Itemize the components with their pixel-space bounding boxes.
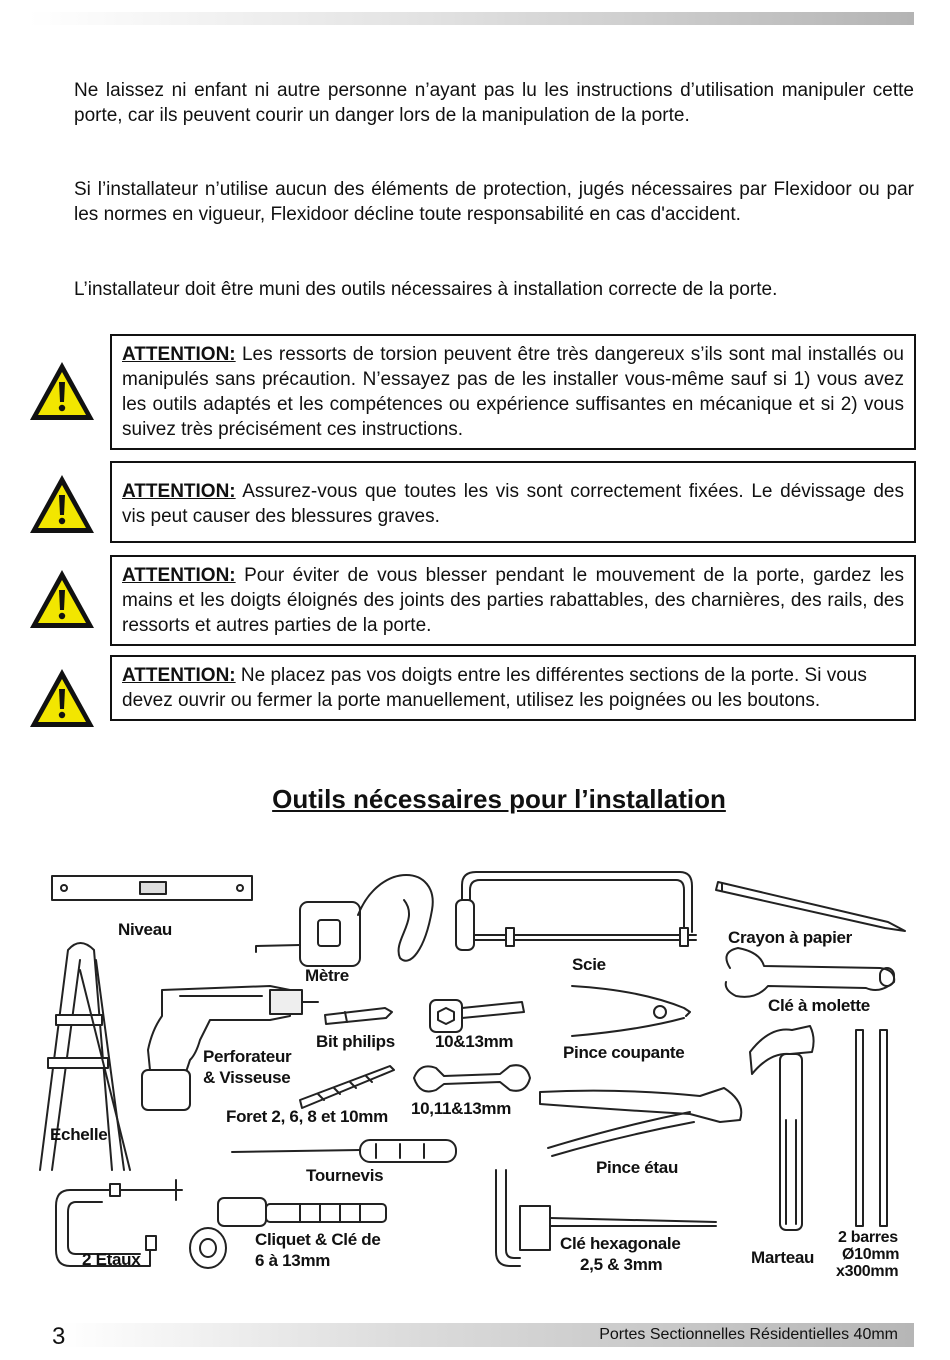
tool-label-cliquet-1: Cliquet & Clé de — [255, 1230, 381, 1249]
warning-triangle-icon — [28, 568, 96, 630]
tool-label-cliquet-2: 6 à 13mm — [255, 1251, 331, 1270]
warning-triangle-icon — [28, 473, 96, 535]
tool-label-barres-1: 2 barres — [838, 1229, 898, 1246]
tool-label-niveau: Niveau — [118, 920, 172, 939]
level-icon — [52, 876, 252, 900]
warning-box-1 — [110, 334, 916, 450]
tool-label-metre: Mètre — [305, 966, 349, 985]
drill-bit-icon — [300, 1066, 394, 1108]
hammer-icon — [750, 1026, 814, 1230]
tool-label-visseuse: & Visseuse — [203, 1068, 291, 1087]
warning-triangle-icon — [28, 360, 96, 422]
tool-label-bit: Bit philips — [316, 1032, 395, 1051]
page-number: 3 — [52, 1323, 66, 1350]
intro-paragraph-2: Si l’installateur n’utilise aucun des éléments de protection, jugés nécessaires par Flexidoor ou par les normes en vigueur, Flexidoor décline toute responsabilité en cas d'accident. — [74, 179, 914, 225]
screwdriver-bit-icon — [325, 1008, 392, 1024]
cutting-pliers-icon — [572, 986, 690, 1036]
hacksaw-icon — [456, 872, 696, 950]
tool-label-barres-3: x300mm — [836, 1263, 899, 1280]
tool-label-barres-2: Ø10mm — [842, 1246, 900, 1263]
intro-paragraph-1: Ne laissez ni enfant ni autre personne n’ayant pas lu les instructions d’utilisation manipuler cette porte, car ils peuvent courir un danger lors de la manipulation de la porte. — [74, 80, 914, 126]
wrench-icon — [414, 1065, 530, 1091]
tool-label-pince-etau: Pince étau — [596, 1158, 679, 1177]
tool-label-douille: 10&13mm — [435, 1032, 514, 1051]
pencil-icon — [716, 882, 905, 931]
footer-title: Portes Sectionnelles Résidentielles 40mm — [599, 1326, 898, 1343]
tool-label-cle-molette: Clé à molette — [768, 996, 870, 1015]
tape-measure-icon — [256, 875, 433, 966]
tool-label-cles-plates: 10,11&13mm — [411, 1099, 512, 1118]
tool-label-hexagonale-2: 2,5 & 3mm — [580, 1255, 663, 1274]
tools-illustration — [0, 840, 950, 1310]
warning-box-4 — [110, 655, 916, 721]
tool-label-crayon: Crayon à papier — [728, 928, 852, 947]
tools-section-title: Outils nécessaires pour l’installation — [272, 784, 726, 814]
warning-box-2 — [110, 461, 916, 543]
warning-lead: ATTENTION: — [122, 665, 236, 686]
tool-label-scie: Scie — [572, 955, 606, 974]
warning-text: Pour éviter de vous blesser pendant le mouvement de la porte, gardez les mains et les doigts éloignés des joints des parties rabattables, des charnières, des rails, des ressorts et autres parties de la porte. — [122, 565, 904, 636]
bars-icon — [856, 1030, 887, 1226]
warning-text: Assurez-vous que toutes les vis sont correctement fixées. Le dévissage des vis peut causer des blessures graves. — [122, 481, 904, 527]
socket-icon — [430, 1000, 524, 1032]
tool-label-hexagonale-1: Clé hexagonale — [560, 1234, 681, 1253]
tool-label-marteau: Marteau — [751, 1248, 815, 1267]
warning-text: Ne placez pas vos doigts entre les différentes sections de la porte. Si vous devez ouvrir ou fermer la porte manuellement, utilisez les poignées ou les boutons. — [122, 665, 867, 711]
tool-label-pince-coupante: Pince coupante — [563, 1043, 685, 1062]
tool-label-perforateur: Perforateur — [203, 1047, 292, 1066]
warning-text: Les ressorts de torsion peuvent être très dangereux s’ils sont mal installés ou manipulés sans précaution. N’essayez pas de les installer vous-même sauf si 1) vous avez les outils adaptés et les compétences ou expérience suffisantes en mécanique et si 2) vous suivez très précisément ces instructions. — [122, 344, 904, 440]
locking-pliers-icon — [540, 1088, 741, 1156]
warning-box-3 — [110, 555, 916, 646]
warning-lead: ATTENTION: — [122, 481, 236, 502]
tool-label-echelle: Echelle — [50, 1125, 108, 1144]
warning-triangle-icon — [28, 667, 96, 729]
header-gradient-bar — [28, 12, 914, 25]
screwdriver-icon — [232, 1140, 456, 1162]
intro-paragraph-3: L’installateur doit être muni des outils nécessaires à installation correcte de la porte. — [74, 279, 778, 300]
tool-label-foret: Foret 2, 6, 8 et 10mm — [226, 1107, 388, 1126]
warning-lead: ATTENTION: — [122, 565, 236, 586]
adjustable-wrench-icon — [726, 948, 895, 997]
tool-label-tournevis: Tournevis — [306, 1166, 384, 1185]
warning-lead: ATTENTION: — [122, 344, 236, 365]
tool-label-etaux: 2 Etaux — [82, 1250, 141, 1269]
